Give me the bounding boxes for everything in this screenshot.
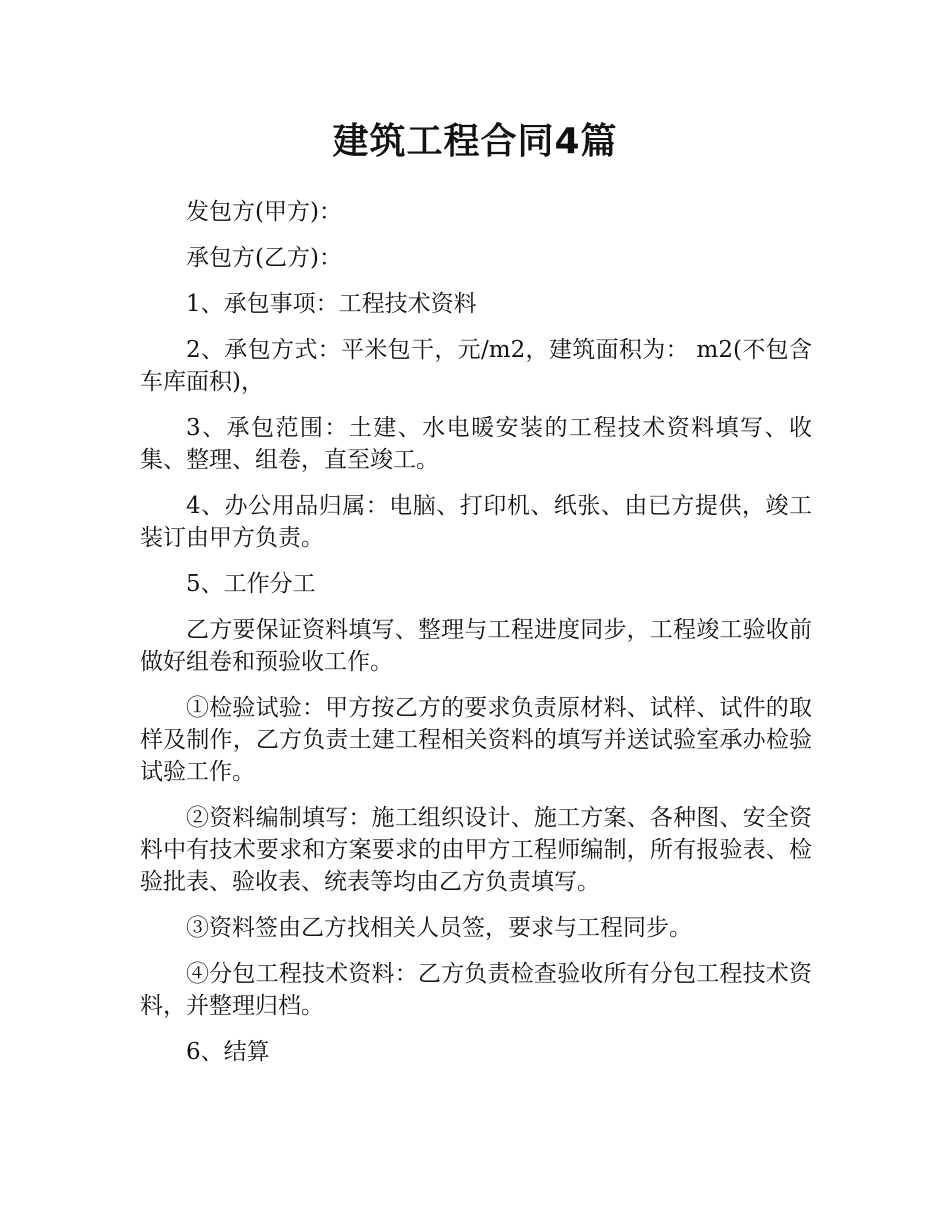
paragraph-contract-scope-item: 1、承包事项：工程技术资料 — [186, 291, 477, 317]
paragraph-settlement-heading: 6、结算 — [186, 1039, 270, 1065]
paragraph-document-signing: ③资料签由乙方找相关人员签，要求与工程同步。 — [186, 915, 692, 941]
paragraph-division-of-work-heading: 5、工作分工 — [186, 571, 316, 597]
paragraph-subcontract-documents: ④分包工程技术资料：乙方负责检查验收所有分包工程技术资料，并整理归档。 — [140, 961, 812, 1019]
document-title: 建筑工程合同4篇 — [332, 121, 618, 162]
paragraph-contractor: 承包方(乙方)： — [186, 245, 342, 271]
paragraph-office-supplies: 4、办公用品归属：电脑、打印机、纸张、由已方提供，竣工装订由甲方负责。 — [140, 493, 812, 551]
paragraph-contract-method: 2、承包方式：平米包干，元/m2，建筑面积为： m2(不包含车库面积)， — [140, 337, 812, 395]
paragraph-employer: 发包方(甲方)： — [186, 199, 342, 225]
paragraph-inspection-testing: ①检验试验：甲方按乙方的要求负责原材料、试样、试件的取样及制作，乙方负责土建工程相关资料的填写并送试验室承办检验试验工作。 — [140, 695, 812, 785]
paragraph-document-preparation: ②资料编制填写：施工组织设计、施工方案、各种图、安全资料中有技术要求和方案要求的由甲方工程师编制，所有报验表、检验批表、验收表、统表等均由乙方负责填写。 — [140, 805, 812, 895]
document-body — [140, 196, 812, 1082]
paragraph-division-of-work-text: 乙方要保证资料填写、整理与工程进度同步，工程竣工验收前做好组卷和预验收工作。 — [140, 617, 812, 675]
paragraph-contract-range: 3、承包范围：土建、水电暖安装的工程技术资料填写、收集、整理、组卷，直至竣工。 — [140, 415, 812, 473]
